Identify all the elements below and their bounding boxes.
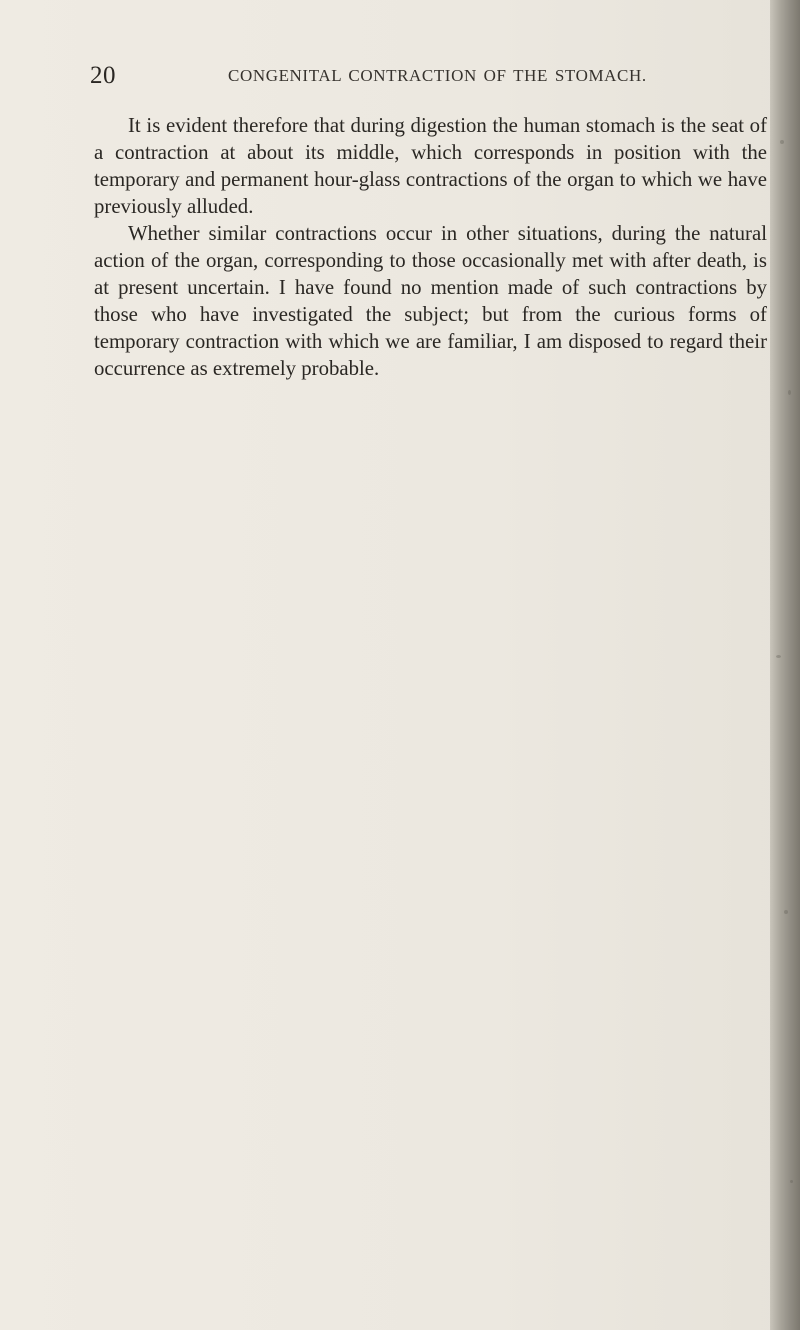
running-head bbox=[0, 62, 770, 92]
body-text bbox=[94, 112, 767, 382]
paragraph-1: It is evident therefore that during digestion the human stomach is the seat of a contraction at about its middle, which corresponds in position with the temporary and permanent hour-glass contractions of the organ to which we have previously alluded. bbox=[94, 114, 767, 218]
paragraph-2: Whether similar contractions occur in other situations, during the natural action of the organ, corresponding to those occasionally met with after death, is at present uncertain. I have found no mention made of such contractions by those who have investigated the subject; but from the curious forms of temporary contraction with which we are familiar, I am disposed to regard their occurrence as extremely probable. bbox=[94, 222, 767, 380]
page-edge-shadow bbox=[770, 0, 800, 1330]
page-number: 20 bbox=[90, 62, 116, 89]
running-title: CONGENITAL CONTRACTION OF THE STOMACH. bbox=[228, 66, 647, 85]
